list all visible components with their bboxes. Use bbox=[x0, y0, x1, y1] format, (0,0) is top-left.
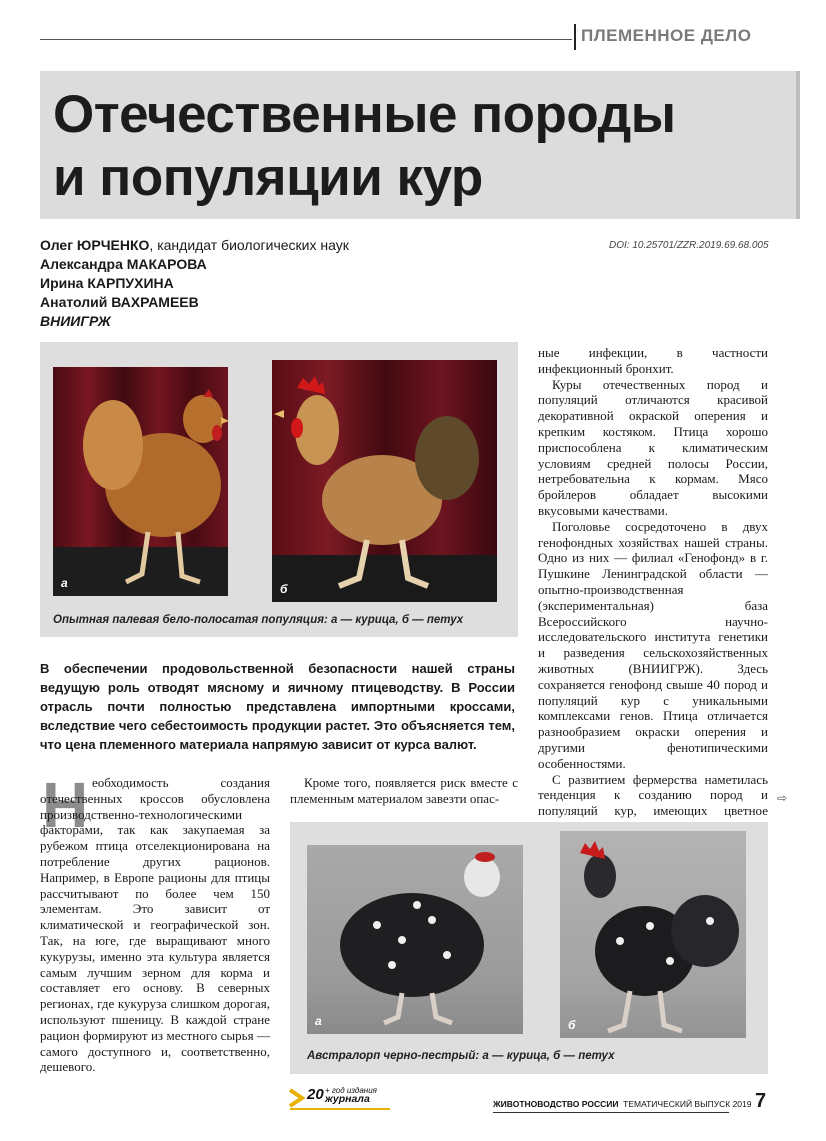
figure-2-caption: Австралорп черно-пестрый: а — курица, б — петух bbox=[307, 1050, 615, 1062]
header-rule bbox=[40, 39, 572, 40]
column-2 bbox=[290, 775, 518, 807]
author-1: Олег ЮРЧЕНКО, кандидат биологических наук bbox=[40, 237, 349, 253]
badge-underline bbox=[290, 1108, 390, 1110]
figure-2-label-a: а bbox=[315, 1014, 322, 1028]
author-2: Александра МАКАРОВА bbox=[40, 256, 207, 272]
badge-number: 20 bbox=[307, 1086, 324, 1103]
column-3 bbox=[538, 345, 768, 835]
figure-1-label-a: а bbox=[61, 576, 68, 590]
footer-rule bbox=[493, 1112, 729, 1113]
rooster-buff-illustration bbox=[272, 360, 497, 602]
photo-hen-australorp bbox=[307, 845, 523, 1034]
authors-block bbox=[40, 236, 349, 331]
author-4: Анатолий ВАХРАМЕЕВ bbox=[40, 294, 199, 310]
article-title bbox=[53, 83, 676, 209]
figure-1-caption: Опытная палевая бело-полосатая популяция: а — курица, б — петух bbox=[53, 614, 464, 626]
page-number: 7 bbox=[755, 1090, 767, 1112]
hen-australorp-illustration bbox=[307, 845, 523, 1034]
author-3: Ирина КАРПУХИНА bbox=[40, 275, 174, 291]
doi: DOI: 10.25701/ZZR.2019.69.68.005 bbox=[609, 240, 769, 251]
continue-arrow-icon: ⇨ bbox=[777, 791, 788, 805]
column-3-p2: Куры отечественных пород и популяций отличаются красивой декоративной окраской оперения и крепким костяком. Птица хорошо приспособлена к климатическим условиям средней полосы России, нетребовательна к кормам. Мясо бройлеров обладает высокими вкусовыми качествами. bbox=[538, 376, 768, 518]
rooster-australorp-illustration bbox=[560, 831, 746, 1038]
section-title: ПЛЕМЕННОЕ ДЕЛО bbox=[581, 26, 752, 45]
photo-rooster-buff bbox=[272, 360, 497, 602]
figure-2-label-b: б bbox=[568, 1018, 576, 1032]
column-3-p3: Поголовье сосредоточено в двух генофондных хозяйствах нашей страны. Одно из них — филиал «Генофонд» в г. Пушкине Ленинградской области — опытно-производственная (экспериментальная) база Всероссийского научно-исследовательского института генетики и разведения сельскохозяйственных животных (ВНИИГРЖ). Здесь сохраняется генофонд свыше 40 пород и популяций кур с уникальными комплексами генов. Птица отличается разнообразием окраски оперения и другими фенотипическими особенностями. bbox=[538, 518, 768, 771]
anniversary-badge bbox=[288, 1086, 388, 1110]
column-2-text: Кроме того, появляется риск вместе с племенным материалом завезти опас- bbox=[290, 775, 518, 806]
title-line-2: и популяции кур bbox=[53, 148, 483, 207]
badge-text: + год издания журнала bbox=[325, 1086, 377, 1105]
lead-paragraph: В обеспечении продовольственной безопасности нашей страны ведущую роль отводят мясному и яичному птицеводству. В России отрасль почти полностью представлена импортными кроссами, вследствие чего себестоимость продукции растет. Это объясняется тем, что цена племенного материала напрямую зависит от курса валют. bbox=[40, 661, 515, 752]
dropcap: Н bbox=[42, 769, 89, 841]
badge-chevron-icon bbox=[288, 1086, 308, 1110]
title-line-1: Отечественные породы bbox=[53, 85, 676, 144]
column-1 bbox=[40, 769, 270, 1075]
photo-rooster-australorp bbox=[560, 831, 746, 1038]
photo-hen-buff bbox=[53, 367, 228, 596]
header-divider bbox=[574, 24, 576, 50]
column-3-p4: С развитием фермерства наметилась тенденция к созданию пород и популяций кур, имеющих цветное bbox=[538, 771, 768, 819]
column-1-text: еобходимость создания отечественных кроссов обусловлена производственно-технологическими факторами, так как закупаемая за рубежом птица отселекционирована на потребление других рационов. Например, в Европе рационы для птицы рассчитывают по более чем 150 элементам. Это зависит от климатической и географической зон. Так, на юге, где выращивают много кукурузы, именно эта культура является самым лучшим зерном для корма и составляет его основу. В северных регионах, где кукуруза слишком дорогая, используют пшеницу. В каждой стране рацион формируют из местного сырья — самого доступного и, соответственно, дешевого. bbox=[40, 775, 270, 1075]
footer-journal: ЖИВОТНОВОДСТВО РОССИИ ТЕМАТИЧЕСКИЙ ВЫПУСК 2019 bbox=[493, 1099, 752, 1109]
figure-1-label-b: б bbox=[280, 582, 288, 596]
affiliation: ВНИИГРЖ bbox=[40, 313, 111, 329]
column-3-p1: ные инфекции, в частности инфекционный бронхит. bbox=[538, 345, 768, 376]
hen-buff-illustration bbox=[53, 367, 228, 596]
